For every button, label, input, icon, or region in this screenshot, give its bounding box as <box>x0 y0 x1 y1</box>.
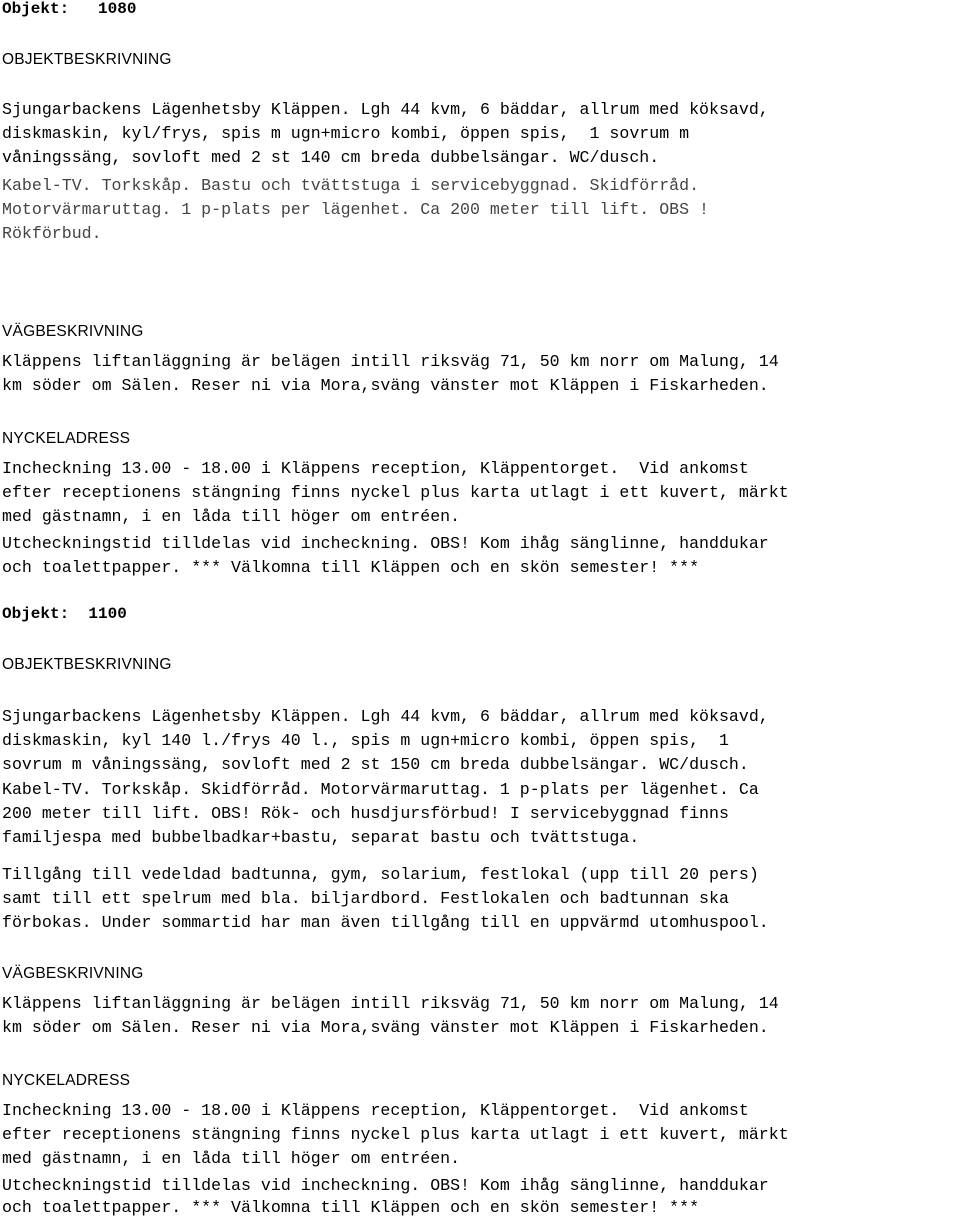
key-line: efter receptionens stängning finns nyckel plus karta utlagt i ett kuvert, märkt <box>2 483 789 502</box>
route-line: km söder om Sälen. Reser ni via Mora,sväng vänster mot Kläppen i Fiskarheden. <box>2 1018 769 1037</box>
object-label: Objekt: <box>2 605 70 623</box>
route-line: Kläppens liftanläggning är belägen intill riksväg 71, 50 km norr om Malung, 14 <box>2 994 779 1013</box>
route-heading: VÄGBESKRIVNING <box>2 965 144 982</box>
description-line: Sjungarbackens Lägenhetsby Kläppen. Lgh 44 kvm, 6 bäddar, allrum med köksavd, <box>2 100 769 119</box>
object-header <box>2 602 127 626</box>
description-line: Rökförbud. <box>2 224 102 243</box>
key-line: Utcheckningstid tilldelas vid incheckning. OBS! Kom ihåg sänglinne, handdukar <box>2 1176 769 1195</box>
amenities-line: förbokas. Under sommartid har man även tillgång till en uppvärmd utomhuspool. <box>2 913 769 932</box>
key-line: med gästnamn, i en låda till höger om entréen. <box>2 1149 461 1168</box>
description-heading: OBJEKTBESKRIVNING <box>2 656 172 673</box>
key-line: Utcheckningstid tilldelas vid incheckning. OBS! Kom ihåg sänglinne, handdukar <box>2 534 769 553</box>
object-number: 1100 <box>88 605 127 623</box>
key-line: efter receptionens stängning finns nyckel plus karta utlagt i ett kuvert, märkt <box>2 1125 789 1144</box>
route-line: km söder om Sälen. Reser ni via Mora,sväng vänster mot Kläppen i Fiskarheden. <box>2 376 769 395</box>
amenities-line: Tillgång till vedeldad badtunna, gym, solarium, festlokal (upp till 20 pers) <box>2 865 759 884</box>
key-line: Incheckning 13.00 - 18.00 i Kläppens reception, Kläppentorget. Vid ankomst <box>2 1101 749 1120</box>
description-line: Motorvärmaruttag. 1 p-plats per lägenhet. Ca 200 meter till lift. OBS ! <box>2 200 710 219</box>
key-line: med gästnamn, i en låda till höger om entréen. <box>2 507 461 526</box>
description-line: Kabel-TV. Torkskåp. Bastu och tvättstuga i servicebyggnad. Skidförråd. <box>2 176 700 195</box>
description-line: Sjungarbackens Lägenhetsby Kläppen. Lgh 44 kvm, 6 bäddar, allrum med köksavd, <box>2 707 769 726</box>
route-heading: VÄGBESKRIVNING <box>2 323 144 340</box>
description-heading: OBJEKTBESKRIVNING <box>2 51 172 68</box>
description-line: diskmaskin, kyl/frys, spis m ugn+micro kombi, öppen spis, 1 sovrum m <box>2 124 690 143</box>
key-line: och toalettpapper. *** Välkomna till Kläppen och en skön semester! *** <box>2 1198 700 1217</box>
description-line: våningssäng, sovloft med 2 st 140 cm breda dubbelsängar. WC/dusch. <box>2 148 660 167</box>
key-heading: NYCKELADRESS <box>2 430 131 447</box>
description-line: sovrum m våningssäng, sovloft med 2 st 150 cm breda dubbelsängar. WC/dusch. <box>2 755 749 774</box>
object-header <box>2 0 136 21</box>
key-line: Incheckning 13.00 - 18.00 i Kläppens reception, Kläppentorget. Vid ankomst <box>2 459 749 478</box>
description-line: familjespa med bubbelbadkar+bastu, separat bastu och tvättstuga. <box>2 828 640 847</box>
amenities-line: samt till ett spelrum med bla. biljardbord. Festlokalen och badtunnan ska <box>2 889 729 908</box>
object-label: Objekt: <box>2 0 70 18</box>
object-number: 1080 <box>98 0 137 18</box>
key-heading: NYCKELADRESS <box>2 1072 131 1089</box>
route-line: Kläppens liftanläggning är belägen intill riksväg 71, 50 km norr om Malung, 14 <box>2 352 779 371</box>
description-line: 200 meter till lift. OBS! Rök- och husdjursförbud! I servicebyggnad finns <box>2 804 729 823</box>
description-line: Kabel-TV. Torkskåp. Skidförråd. Motorvärmaruttag. 1 p-plats per lägenhet. Ca <box>2 780 759 799</box>
description-line: diskmaskin, kyl 140 l./frys 40 l., spis m ugn+micro kombi, öppen spis, 1 <box>2 731 729 750</box>
key-line: och toalettpapper. *** Välkomna till Kläppen och en skön semester! *** <box>2 558 700 577</box>
